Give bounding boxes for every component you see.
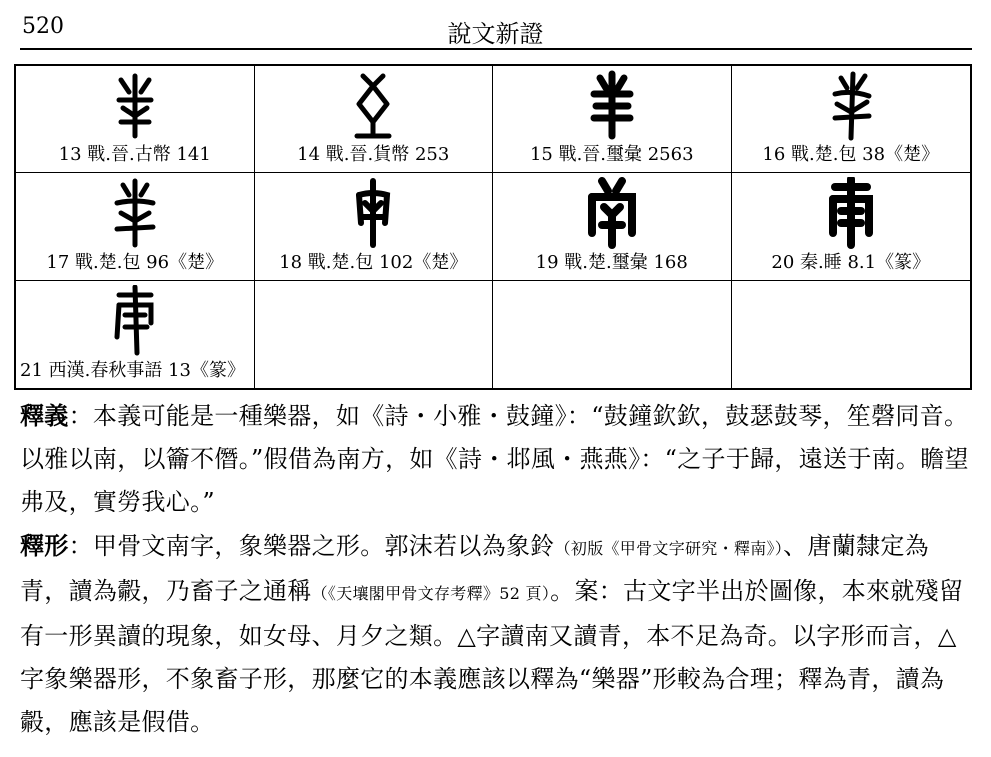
seal-script-nan-17-icon <box>16 177 254 249</box>
empty-cell <box>493 281 732 388</box>
form-text: 。案：古文字半出於圖像，本來就殘留有一形異讀的現象，如女母、月夕之類。△字讀南又讀青，本不足為奇。以字形而言，△字象樂器形，不象畜子形，那麼它的本義應該以釋為“樂器”形較為合理；釋為青，讀為㲉，應該是假借。 <box>20 577 964 736</box>
meaning-label: 釋義 <box>20 401 69 430</box>
form-cell-20 <box>732 173 971 280</box>
form-cell-16 <box>732 66 971 173</box>
citation-note: （《天壤閣甲骨文存考釋》52 頁） <box>311 584 551 603</box>
seal-script-nan-20-icon <box>732 177 971 249</box>
seal-script-nan-18-icon <box>255 177 493 249</box>
form-cell-17 <box>16 173 255 280</box>
form-caption: 14 戰.晉.貨幣 253 <box>297 144 450 166</box>
form-caption: 21 西漢.春秋事語 13《篆》 <box>20 360 245 381</box>
seal-script-nan-21-icon <box>16 285 254 357</box>
form-caption: 20 秦.睡 8.1《篆》 <box>771 251 931 273</box>
form-cell-14 <box>255 66 494 173</box>
citation-note: （初版《甲骨文字研究・釋南》） <box>554 539 784 558</box>
form-text: ：甲骨文南字，象樂器之形。郭沫若以為象鈴 <box>68 532 555 560</box>
form-label: 釋形 <box>20 531 69 560</box>
form-paragraph <box>20 524 975 744</box>
commentary <box>20 394 975 744</box>
form-caption: 19 戰.楚.璽彙 168 <box>535 251 688 273</box>
meaning-paragraph <box>20 394 975 524</box>
empty-cell <box>732 281 971 388</box>
form-caption: 13 戰.晉.古幣 141 <box>58 144 211 166</box>
form-cell-19 <box>493 173 732 280</box>
seal-script-nan-16-icon <box>732 70 971 142</box>
form-caption: 15 戰.晉.璽彙 2563 <box>529 144 694 166</box>
header-rule <box>20 48 972 50</box>
form-cell-21 <box>16 281 255 388</box>
seal-script-nan-14-icon <box>255 70 493 142</box>
form-caption: 16 戰.楚.包 38《楚》 <box>762 144 940 166</box>
form-cell-18 <box>255 173 494 280</box>
meaning-text: ：本義可能是一種樂器，如《詩・小雅・鼓鐘》：“鼓鐘欽欽，鼓瑟鼓琴，笙磬同音。以雅以南，以籥不僭。”假借為南方，如《詩・邶風・燕燕》：“之子于歸，遠送于南。瞻望弗及，實勞我心。” <box>20 402 969 516</box>
form-cell-13 <box>16 66 255 173</box>
page-number: 520 <box>22 14 64 39</box>
seal-script-nan-15-icon <box>493 70 731 142</box>
seal-script-nan-13-icon <box>16 70 254 142</box>
form-caption: 18 戰.楚.包 102《楚》 <box>279 251 468 273</box>
running-title: 說文新證 <box>447 20 544 48</box>
form-cell-15 <box>493 66 732 173</box>
seal-script-nan-19-icon <box>493 177 731 249</box>
form-caption: 17 戰.楚.包 96《楚》 <box>46 251 224 273</box>
character-forms-table <box>14 64 972 390</box>
empty-cell <box>255 281 494 388</box>
form-text: 、唐蘭隸定為青，讀為㲉，乃畜子之通稱 <box>20 532 929 605</box>
